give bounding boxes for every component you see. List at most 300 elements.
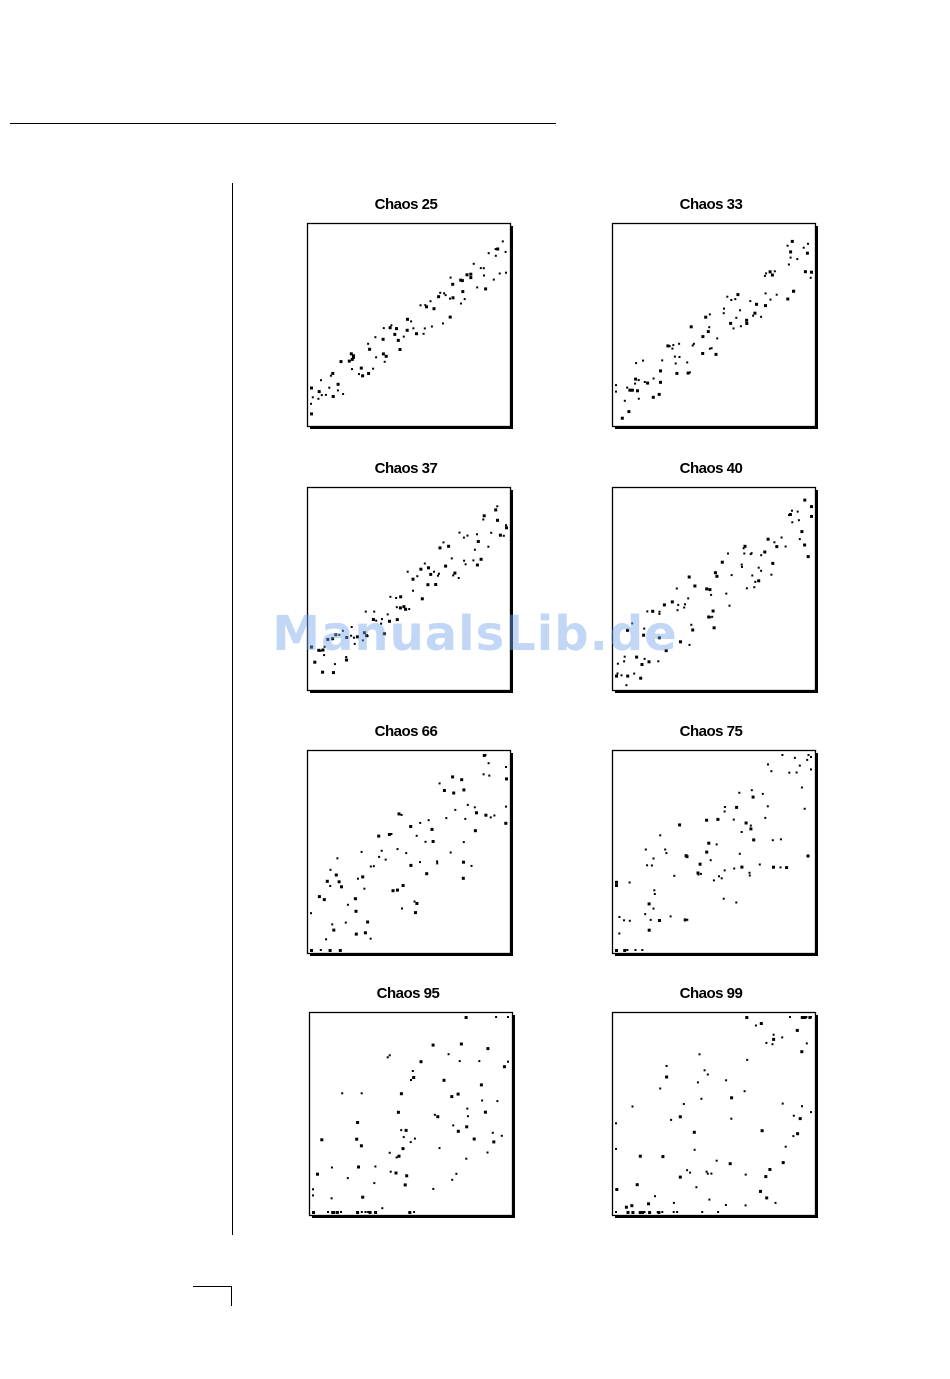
scatter-point [735,317,737,319]
scatter-point [459,1060,461,1062]
scatter-point [705,819,708,822]
scatter-point [793,1115,795,1117]
scatter-point [752,796,755,799]
scatter-point [615,949,618,952]
scatter-point [749,827,752,830]
scatter-point [439,782,441,784]
scatter-point [693,585,696,588]
scatter-point [408,1211,411,1214]
scatter-point [473,263,475,265]
scatter-point [663,603,666,606]
scatter-point [365,1211,367,1213]
scatter-point [480,558,483,561]
scatter-point [331,1197,333,1199]
scatter-point [494,508,497,511]
scatter-point [408,608,410,610]
scatter-point [365,611,367,613]
scatter-point [731,574,733,576]
scatter-point [792,1135,794,1137]
scatter-point [735,902,737,904]
scatter-point [706,1171,708,1173]
scatter-point [798,519,800,521]
scatter-point [705,587,708,590]
scatter-point [383,632,386,635]
scatter-point [402,605,405,608]
scatter-point [688,576,691,579]
scatter-point [623,660,625,662]
scatter-point [395,327,398,330]
scatter-point [636,1183,639,1186]
scatter-point [366,921,369,924]
scatter-point [740,866,743,869]
scatter-point [430,300,432,302]
scatter-point [723,308,725,310]
scatter-point [393,333,396,336]
scatter-point [364,931,367,934]
scatter-point [625,684,627,686]
scatter-point [326,638,329,641]
scatter-point [416,835,418,837]
scatter-point [751,789,753,791]
scatter-point [403,336,405,338]
scatter-point [466,1108,468,1110]
scatter-point [332,671,335,674]
scatter-point [457,1130,460,1133]
scatter-point [759,1190,762,1193]
scatter-point [675,363,677,365]
scatter-point [801,787,803,789]
scatter-point [382,352,385,355]
scatter-point [615,675,618,678]
scatter-point [810,768,812,770]
chart-title: Chaos 99 [679,985,743,1002]
scatter-point [800,1050,803,1053]
scatter-point [412,578,415,581]
scatter-point [428,819,430,821]
scatter-point [334,633,337,636]
scatter-point [746,587,748,589]
scatter-point [805,1016,807,1018]
scatter-point [443,292,445,294]
scatter-point [796,1029,799,1032]
scatter-point [438,573,440,575]
scatter-point [645,849,647,851]
scatter-point [353,637,355,639]
scatter-point [401,908,403,910]
scatter-plot [299,742,513,956]
scatter-point [743,553,745,555]
scatter-plot [604,479,818,693]
scatter-point [451,775,454,778]
scatter-point [410,320,412,322]
scatter-point [340,885,343,888]
scatter-point [635,949,637,951]
scatter-point [788,264,790,266]
scatter-point [460,778,463,781]
scatter-point [676,1211,678,1213]
scatter-point [323,654,325,656]
scatter-point [774,270,776,272]
scatter-point [789,250,792,253]
scatter-point [436,860,438,862]
plot-frame [308,751,511,954]
scatter-point [700,873,702,875]
chaos-panel [301,984,515,1218]
scatter-point [434,1114,436,1116]
scatter-point [653,908,655,910]
scatter-point [426,583,429,586]
scatter-point [330,869,332,871]
scatter-point [375,620,377,622]
scatter-point [797,511,799,513]
scatter-point [399,595,402,598]
scatter-point [724,811,726,813]
scatter-point [387,1056,389,1058]
scatter-point [745,1174,747,1176]
page-corner-mark [193,1286,232,1287]
scatter-point [388,620,391,623]
scatter-point [373,611,375,613]
scatter-point [716,843,718,845]
scatter-point [455,1173,457,1175]
scatter-point [336,1211,339,1214]
scatter-point [424,563,426,565]
scatter-point [439,292,441,294]
scatter-point [716,337,718,339]
scatter-point [790,257,792,259]
scatter-point [385,355,388,358]
scatter-point [791,521,793,523]
scatter-point [389,1054,391,1056]
scatter-point [501,1135,503,1137]
scatter-point [327,1211,329,1213]
scatter-point [671,600,674,603]
scatter-point [474,806,476,808]
scatter-point [690,624,692,626]
scatter-point [775,1202,777,1204]
scatter-point [434,583,437,586]
scatter-point [452,792,455,795]
scatter-point [639,1211,642,1214]
scatter-point [431,828,434,831]
scatter-point [389,1152,391,1154]
scatter-plot [299,215,513,429]
scatter-point [618,916,620,918]
scatter-point [356,1211,359,1214]
scatter-point [383,327,385,329]
scatter-point [761,1129,764,1132]
scatter-point [320,1138,323,1141]
scatter-point [739,853,741,855]
scatter-point [671,348,673,350]
scatter-point [503,535,505,537]
scatter-point [385,859,387,861]
margin-rule [232,183,233,1235]
scatter-point [381,1207,383,1209]
scatter-point [459,532,461,534]
scatter-point [421,597,424,600]
scatter-point [452,574,454,576]
scatter-point [764,304,767,307]
scatter-point [713,626,716,629]
scatter-point [615,1188,618,1191]
scatter-point [710,1173,712,1175]
scatter-point [648,902,651,905]
scatter-point [427,566,430,569]
scatter-point [653,858,655,860]
scatter-point [678,823,681,826]
scatter-point [381,850,383,852]
scatter-point [404,608,407,611]
scatter-point [451,283,454,286]
scatter-point [752,838,755,841]
scatter-point [484,814,487,817]
scatter-point [425,841,427,843]
scatter-point [652,396,655,399]
scatter-point [432,1044,435,1047]
scatter-point [674,356,676,358]
scatter-point [741,566,743,568]
scatter-point [665,852,667,854]
scatter-point [796,772,798,774]
scatter-point [453,572,456,575]
scatter-point [431,326,433,328]
scatter-point [751,575,753,577]
scatter-point [715,575,718,578]
scatter-point [659,834,661,836]
scatter-point [765,1196,768,1199]
scatter-point [419,568,422,571]
scatter-point [803,247,805,249]
scatter-point [677,609,679,611]
scatter-point [322,649,325,652]
scatter-point [432,840,435,843]
scatter-point [697,1081,699,1083]
scatter-point [499,534,502,537]
scatter-point [653,889,655,891]
scatter-point [785,546,787,548]
scatter-point [717,1211,719,1213]
scatter-point [627,1211,630,1214]
scatter-point [711,616,713,618]
scatter-point [807,855,810,858]
scatter-point [504,822,507,825]
scatter-point [647,1202,650,1205]
scatter-point [396,606,398,608]
scatter-point [615,391,617,393]
scatter-point [502,240,504,242]
scatter-point [626,387,628,389]
scatter-point [507,1061,509,1063]
scatter-point [767,805,769,807]
scatter-point [631,622,633,624]
scatter-point [354,897,357,900]
scatter-point [725,1204,727,1206]
scatter-point [395,597,397,599]
scatter-point [654,893,656,895]
scatter-point [646,864,648,866]
scatter-point [483,267,485,269]
scatter-point [345,636,348,639]
scatter-point [780,866,782,868]
scatter-point [488,762,490,764]
scatter-point [505,806,507,808]
scatter-point [716,1160,718,1162]
scatter-point [707,1173,709,1175]
scatter-point [757,579,760,582]
scatter-point [496,519,499,522]
scatter-point [759,864,761,866]
scatter-point [763,551,766,554]
scatter-point [329,949,332,952]
scatter-point [476,533,478,535]
scatter-point [651,865,653,867]
scatter-point [760,1022,763,1025]
scatter-point [472,559,474,561]
scatter-point [782,1103,784,1105]
scatter-point [476,286,478,288]
scatter-point [368,348,371,351]
scatter-point [730,1118,732,1120]
scatter-point [709,313,711,315]
scatter-point [806,1042,808,1044]
scatter-point [712,610,715,613]
scatter-point [452,1124,454,1126]
scatter-point [745,1204,747,1206]
plot-frame [613,488,816,691]
scatter-point [487,546,489,548]
scatter-point [356,1121,359,1124]
scatter-point [460,303,462,305]
scatter-point [661,1211,663,1213]
scatter-point [721,877,723,879]
scatter-point [483,275,485,277]
scatter-point [443,1079,446,1082]
scatter-point [745,822,748,825]
scatter-plot [299,479,513,693]
scatter-point [477,540,480,543]
scatter-point [673,1202,675,1204]
scatter-point [492,1132,494,1134]
scatter-point [653,378,655,380]
scatter-point [789,513,792,516]
scatter-point [786,298,789,301]
chaos-panel [604,984,818,1218]
scatter-point [432,1188,434,1190]
watermark: ManualsLib.de [272,606,678,662]
scatter-point [312,1194,314,1196]
scatter-point [406,329,409,332]
scatter-point [764,817,766,819]
scatter-point [701,335,704,338]
scatter-point [735,806,738,809]
scatter-point [739,309,741,311]
scatter-point [318,895,321,898]
scatter-point [473,1138,476,1141]
scatter-point [810,515,813,518]
scatter-point [331,372,334,375]
scatter-point [689,644,691,646]
scatter-point [320,949,322,951]
scatter-point [337,383,340,386]
scatter-point [331,923,333,925]
scatter-point [373,865,375,867]
scatter-point [704,1069,706,1071]
scatter-point [389,596,391,598]
scatter-point [725,1079,727,1081]
scatter-point [791,510,793,512]
scatter-point [321,671,324,674]
scatter-point [396,1156,398,1158]
scatter-point [657,1211,660,1214]
scatter-point [345,659,348,662]
scatter-point [484,287,487,290]
scatter-point [705,851,708,854]
scatter-point [507,1016,509,1018]
scatter-point [481,1100,483,1102]
scatter-point [496,248,499,251]
scatter-point [673,1211,675,1213]
scatter-point [700,1098,702,1100]
scatter-point [425,872,428,875]
scatter-point [810,505,813,508]
scatter-point [626,675,629,678]
scatter-point [760,316,762,318]
scatter-point [345,656,347,658]
scatter-point [399,348,402,351]
scatter-point [358,373,360,375]
scatter-point [713,879,715,881]
scatter-point [341,1092,343,1094]
scatter-point [313,661,316,664]
scatter-point [407,571,409,573]
scatter-point [701,1211,703,1213]
scatter-point [750,553,752,555]
scatter-point [659,381,662,384]
scatter-point [412,327,414,329]
scatter-point [493,815,495,817]
scatter-point [644,913,646,915]
scatter-point [380,623,382,625]
scatter-point [443,789,446,792]
scatter-point [420,304,422,306]
scatter-point [347,904,349,906]
scatter-point [361,851,363,853]
scatter-point [709,348,711,350]
scatter-point [318,390,321,393]
scatter-point [631,389,634,392]
scatter-point [625,1206,628,1209]
scatter-point [490,532,492,534]
scatter-point [405,1174,408,1177]
scatter-point [454,809,456,811]
scatter-point [396,889,399,892]
scatter-point [466,273,469,276]
scatter-point [618,933,620,935]
scatter-point [377,835,380,838]
scatter-point [623,919,625,921]
scatter-point [752,315,754,317]
scatter-point [451,1179,453,1181]
scatter-point [792,290,795,293]
scatter-point [799,765,801,767]
scatter-point [505,272,507,274]
scatter-point [317,398,319,400]
scatter-point [687,372,690,375]
scatter-point [356,635,359,638]
scatter-point [678,343,680,345]
scatter-point [329,885,331,887]
